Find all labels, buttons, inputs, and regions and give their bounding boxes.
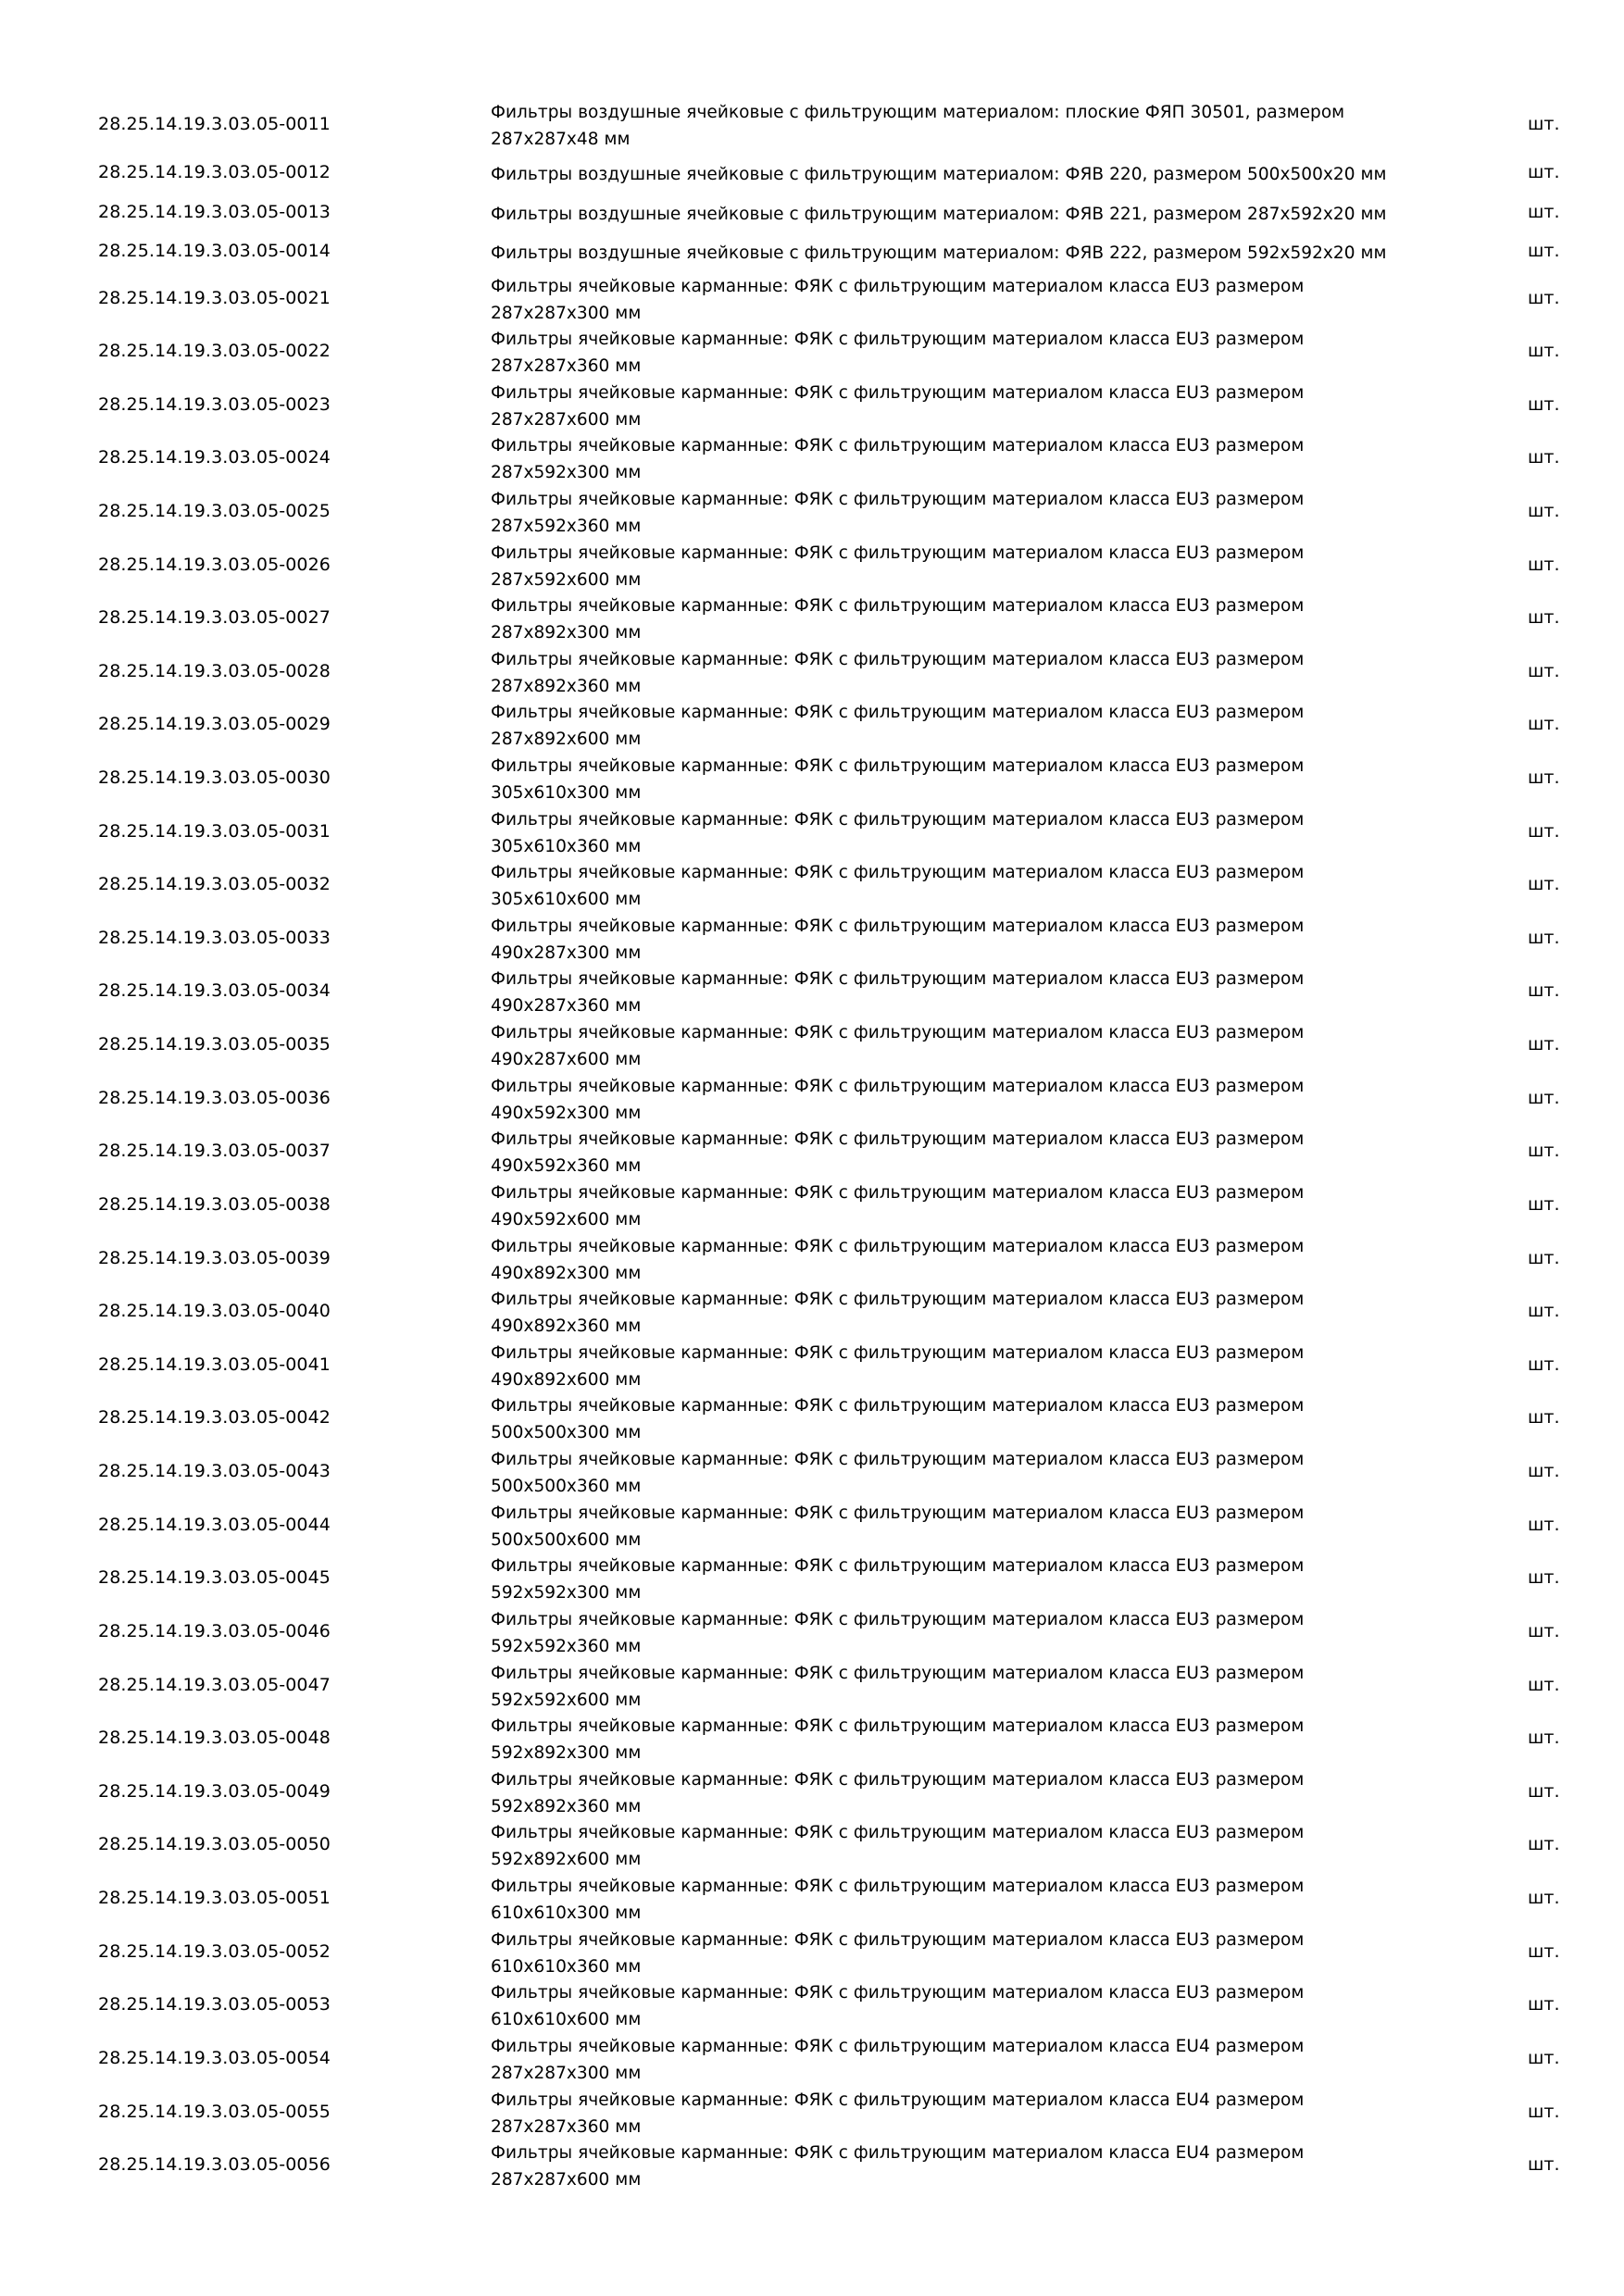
description-line: 490x592x360 мм bbox=[491, 1156, 642, 1176]
unit-of-measure: шт. bbox=[1528, 767, 1560, 788]
resource-code: 28.25.14.19.3.03.05-0014 bbox=[98, 241, 331, 261]
unit-of-measure: шт. bbox=[1528, 202, 1560, 222]
description-line: 592x592x360 мм bbox=[491, 1637, 642, 1656]
resource-code: 28.25.14.19.3.03.05-0045 bbox=[98, 1567, 331, 1588]
resource-code: 28.25.14.19.3.03.05-0048 bbox=[98, 1728, 331, 1748]
description-line: 287x287x300 мм bbox=[491, 2064, 642, 2083]
unit-of-measure: шт. bbox=[1528, 241, 1560, 261]
unit-of-measure: шт. bbox=[1528, 1567, 1560, 1588]
unit-of-measure: шт. bbox=[1528, 1728, 1560, 1748]
resource-description bbox=[491, 432, 1435, 486]
description-line: Фильтры ячейковые карманные: ФЯК с фильтрующим материалом класса EU3 размером bbox=[491, 1983, 1305, 2003]
description-line: 610x610x600 мм bbox=[491, 2010, 642, 2029]
resource-code: 28.25.14.19.3.03.05-0011 bbox=[98, 114, 331, 134]
description-line: 490x287x360 мм bbox=[491, 996, 642, 1016]
description-line: Фильтры ячейковые карманные: ФЯК с фильтрующим материалом класса EU3 размером bbox=[491, 277, 1305, 296]
resource-description bbox=[491, 1553, 1435, 1606]
unit-of-measure: шт. bbox=[1528, 714, 1560, 734]
description-line: Фильтры ячейковые карманные: ФЯК с фильтрующим материалом класса EU3 размером bbox=[491, 756, 1305, 776]
resource-description bbox=[491, 326, 1435, 380]
description-line: 305x610x300 мм bbox=[491, 783, 642, 803]
description-line: Фильтры ячейковые карманные: ФЯК с фильтрующим материалом класса EU3 размером bbox=[491, 863, 1305, 882]
unit-of-measure: шт. bbox=[1528, 394, 1560, 415]
description-line: 490x592x600 мм bbox=[491, 1210, 642, 1229]
unit-of-measure: шт. bbox=[1528, 1781, 1560, 1802]
resource-description bbox=[491, 699, 1435, 753]
description-line: Фильтры ячейковые карманные: ФЯК с фильтрующим материалом класса EU3 размером bbox=[491, 650, 1305, 669]
description-line: Фильтры воздушные ячейковые с фильтрующим материалом: ФЯВ 221, размером 287x592x20 мм bbox=[491, 204, 1387, 224]
resource-code: 28.25.14.19.3.03.05-0039 bbox=[98, 1248, 331, 1268]
description-line: Фильтры ячейковые карманные: ФЯК с фильтрующим материалом класса EU3 размером bbox=[491, 1664, 1305, 1683]
resource-code: 28.25.14.19.3.03.05-0051 bbox=[98, 1888, 331, 1908]
resource-code: 28.25.14.19.3.03.05-0032 bbox=[98, 874, 331, 894]
resource-description bbox=[491, 2140, 1435, 2193]
description-line: Фильтры ячейковые карманные: ФЯК с фильтрующим материалом класса EU3 размером bbox=[491, 596, 1305, 616]
resource-description bbox=[491, 646, 1435, 700]
description-line: Фильтры воздушные ячейковые с фильтрующим материалом: ФЯВ 222, размером 592x592x20 мм bbox=[491, 243, 1387, 263]
resource-code: 28.25.14.19.3.03.05-0047 bbox=[98, 1675, 331, 1695]
resource-description bbox=[491, 1340, 1435, 1393]
unit-of-measure: шт. bbox=[1528, 821, 1560, 842]
description-line: 490x892x360 мм bbox=[491, 1316, 642, 1336]
resource-description bbox=[491, 1979, 1435, 2033]
resource-code: 28.25.14.19.3.03.05-0021 bbox=[98, 288, 331, 308]
description-line: Фильтры ячейковые карманные: ФЯК с фильтрующим материалом класса EU3 размером bbox=[491, 703, 1305, 722]
description-line: Фильтры ячейковые карманные: ФЯК с фильтрующим материалом класса EU3 размером bbox=[491, 1237, 1305, 1256]
unit-of-measure: шт. bbox=[1528, 2048, 1560, 2068]
resource-description bbox=[491, 1606, 1435, 1660]
unit-of-measure: шт. bbox=[1528, 555, 1560, 575]
description-line: 287x287x300 мм bbox=[491, 304, 642, 323]
unit-of-measure: шт. bbox=[1528, 1194, 1560, 1215]
unit-of-measure: шт. bbox=[1528, 2154, 1560, 2175]
unit-of-measure: шт. bbox=[1528, 1675, 1560, 1695]
description-line: 287x892x600 мм bbox=[491, 730, 642, 749]
description-line: 490x592x300 мм bbox=[491, 1104, 642, 1123]
description-line: Фильтры ячейковые карманные: ФЯК с фильтрующим материалом класса EU3 размером bbox=[491, 490, 1305, 509]
description-line: 287x592x600 мм bbox=[491, 570, 642, 590]
resource-description bbox=[491, 806, 1435, 860]
unit-of-measure: шт. bbox=[1528, 1461, 1560, 1481]
resource-code: 28.25.14.19.3.03.05-0056 bbox=[98, 2154, 331, 2175]
resource-code: 28.25.14.19.3.03.05-0055 bbox=[98, 2102, 331, 2122]
resource-description bbox=[491, 1927, 1435, 1980]
resource-code: 28.25.14.19.3.03.05-0052 bbox=[98, 1941, 331, 1962]
unit-of-measure: шт. bbox=[1528, 874, 1560, 894]
unit-of-measure: шт. bbox=[1528, 1941, 1560, 1962]
unit-of-measure: шт. bbox=[1528, 1354, 1560, 1375]
resource-code: 28.25.14.19.3.03.05-0028 bbox=[98, 661, 331, 681]
unit-of-measure: шт. bbox=[1528, 447, 1560, 468]
resource-code: 28.25.14.19.3.03.05-0044 bbox=[98, 1515, 331, 1535]
description-line: Фильтры ячейковые карманные: ФЯК с фильтрующим материалом класса EU3 размером bbox=[491, 1129, 1305, 1149]
resource-code: 28.25.14.19.3.03.05-0013 bbox=[98, 202, 331, 222]
resource-code: 28.25.14.19.3.03.05-0012 bbox=[98, 162, 331, 182]
resource-description bbox=[491, 1286, 1435, 1340]
resource-code: 28.25.14.19.3.03.05-0053 bbox=[98, 1994, 331, 2015]
resource-description bbox=[491, 1766, 1435, 1820]
description-line: 500x500x600 мм bbox=[491, 1530, 642, 1550]
description-line: Фильтры ячейковые карманные: ФЯК с фильтрующим материалом класса EU3 размером bbox=[491, 1023, 1305, 1042]
unit-of-measure: шт. bbox=[1528, 1407, 1560, 1428]
unit-of-measure: шт. bbox=[1528, 1621, 1560, 1641]
description-line: Фильтры ячейковые карманные: ФЯК с фильтрующим материалом класса EU3 размером bbox=[491, 810, 1305, 830]
description-line: Фильтры ячейковые карманные: ФЯК с фильтрующим материалом класса EU3 размером bbox=[491, 1183, 1305, 1203]
resource-description bbox=[491, 1446, 1435, 1500]
description-line: Фильтры ячейковые карманные: ФЯК с фильтрующим материалом класса EU3 размером bbox=[491, 383, 1305, 403]
description-line: 500x500x300 мм bbox=[491, 1423, 642, 1442]
resource-code: 28.25.14.19.3.03.05-0026 bbox=[98, 555, 331, 575]
unit-of-measure: шт. bbox=[1528, 1888, 1560, 1908]
description-line: 592x892x360 мм bbox=[491, 1797, 642, 1816]
resource-description bbox=[491, 1179, 1435, 1233]
unit-of-measure: шт. bbox=[1528, 114, 1560, 134]
description-line: 592x892x600 мм bbox=[491, 1850, 642, 1869]
resource-code: 28.25.14.19.3.03.05-0022 bbox=[98, 341, 331, 361]
resource-description bbox=[491, 753, 1435, 806]
resource-description bbox=[491, 161, 1435, 188]
resource-description bbox=[491, 1873, 1435, 1927]
resource-description bbox=[491, 1500, 1435, 1554]
resource-description bbox=[491, 240, 1435, 267]
description-line: Фильтры ячейковые карманные: ФЯК с фильтрующим материалом класса EU3 размером bbox=[491, 1343, 1305, 1363]
resource-code: 28.25.14.19.3.03.05-0054 bbox=[98, 2048, 331, 2068]
resource-description bbox=[491, 99, 1435, 153]
description-line: Фильтры ячейковые карманные: ФЯК с фильтрующим материалом класса EU3 размером bbox=[491, 1823, 1305, 1842]
description-line: 287x287x600 мм bbox=[491, 2170, 642, 2190]
resource-code: 28.25.14.19.3.03.05-0040 bbox=[98, 1301, 331, 1321]
description-line: Фильтры ячейковые карманные: ФЯК с фильтрующим материалом класса EU3 размером bbox=[491, 1716, 1305, 1736]
resource-code: 28.25.14.19.3.03.05-0023 bbox=[98, 394, 331, 415]
resource-code: 28.25.14.19.3.03.05-0029 bbox=[98, 714, 331, 734]
description-line: Фильтры ячейковые карманные: ФЯК с фильтрующим материалом класса EU3 размером bbox=[491, 1556, 1305, 1576]
description-line: 610x610x300 мм bbox=[491, 1903, 642, 1923]
resource-description bbox=[491, 1660, 1435, 1714]
resource-code: 28.25.14.19.3.03.05-0049 bbox=[98, 1781, 331, 1802]
unit-of-measure: шт. bbox=[1528, 661, 1560, 681]
description-line: 287x892x300 мм bbox=[491, 623, 642, 643]
resource-description bbox=[491, 486, 1435, 540]
unit-of-measure: шт. bbox=[1528, 980, 1560, 1001]
description-line: Фильтры ячейковые карманные: ФЯК с фильтрующим материалом класса EU4 размером bbox=[491, 2090, 1305, 2110]
description-line: 592x892x300 мм bbox=[491, 1743, 642, 1763]
description-line: Фильтры ячейковые карманные: ФЯК с фильтрующим материалом класса EU3 размером bbox=[491, 969, 1305, 989]
description-line: Фильтры ячейковые карманные: ФЯК с фильтрующим материалом класса EU3 размером bbox=[491, 436, 1305, 455]
description-line: Фильтры ячейковые карманные: ФЯК с фильтрующим материалом класса EU4 размером bbox=[491, 2143, 1305, 2163]
description-line: 490x287x300 мм bbox=[491, 943, 642, 963]
description-line: Фильтры ячейковые карманные: ФЯК с фильтрующим материалом класса EU3 размером bbox=[491, 1770, 1305, 1790]
resource-code: 28.25.14.19.3.03.05-0035 bbox=[98, 1034, 331, 1054]
resource-description bbox=[491, 2033, 1435, 2087]
resource-description bbox=[491, 273, 1435, 327]
unit-of-measure: шт. bbox=[1528, 607, 1560, 628]
unit-of-measure: шт. bbox=[1528, 1301, 1560, 1321]
unit-of-measure: шт. bbox=[1528, 2102, 1560, 2122]
resource-description bbox=[491, 2087, 1435, 2140]
description-line: 305x610x360 мм bbox=[491, 837, 642, 856]
description-line: Фильтры ячейковые карманные: ФЯК с фильтрующим материалом класса EU3 размером bbox=[491, 330, 1305, 349]
description-line: Фильтры ячейковые карманные: ФЯК с фильтрующим материалом класса EU3 размером bbox=[491, 1930, 1305, 1950]
description-line: 287x592x360 мм bbox=[491, 517, 642, 536]
resource-description bbox=[491, 859, 1435, 913]
resource-code: 28.25.14.19.3.03.05-0046 bbox=[98, 1621, 331, 1641]
unit-of-measure: шт. bbox=[1528, 1141, 1560, 1161]
unit-of-measure: шт. bbox=[1528, 1515, 1560, 1535]
description-line: 287x592x300 мм bbox=[491, 463, 642, 482]
resource-description bbox=[491, 593, 1435, 646]
description-line: 500x500x360 мм bbox=[491, 1477, 642, 1496]
resource-description bbox=[491, 1233, 1435, 1287]
description-line: Фильтры ячейковые карманные: ФЯК с фильтрующим материалом класса EU3 размером bbox=[491, 1396, 1305, 1416]
resource-description bbox=[491, 1713, 1435, 1766]
resource-description bbox=[491, 1126, 1435, 1179]
description-line: 287x892x360 мм bbox=[491, 677, 642, 696]
resource-description bbox=[491, 1073, 1435, 1127]
description-line: Фильтры ячейковые карманные: ФЯК с фильтрующим материалом класса EU3 размером bbox=[491, 543, 1305, 563]
resource-code: 28.25.14.19.3.03.05-0031 bbox=[98, 821, 331, 842]
resource-description bbox=[491, 1392, 1435, 1446]
resource-code: 28.25.14.19.3.03.05-0025 bbox=[98, 501, 331, 521]
description-line: 287x287x600 мм bbox=[491, 410, 642, 430]
unit-of-measure: шт. bbox=[1528, 1994, 1560, 2015]
resource-code: 28.25.14.19.3.03.05-0050 bbox=[98, 1834, 331, 1854]
resource-code: 28.25.14.19.3.03.05-0042 bbox=[98, 1407, 331, 1428]
description-line: Фильтры ячейковые карманные: ФЯК с фильтрующим материалом класса EU3 размером bbox=[491, 1610, 1305, 1629]
resource-description bbox=[491, 966, 1435, 1019]
description-line: Фильтры ячейковые карманные: ФЯК с фильтрующим материалом класса EU3 размером bbox=[491, 1450, 1305, 1469]
resource-description bbox=[491, 1019, 1435, 1073]
description-line: 592x592x600 мм bbox=[491, 1691, 642, 1710]
description-line: 490x892x600 мм bbox=[491, 1370, 642, 1390]
unit-of-measure: шт. bbox=[1528, 1248, 1560, 1268]
description-line: Фильтры ячейковые карманные: ФЯК с фильтрующим материалом класса EU3 размером bbox=[491, 1290, 1305, 1309]
description-line: Фильтры ячейковые карманные: ФЯК с фильтрующим материалом класса EU3 размером bbox=[491, 1077, 1305, 1096]
unit-of-measure: шт. bbox=[1528, 1834, 1560, 1854]
resource-code: 28.25.14.19.3.03.05-0030 bbox=[98, 767, 331, 788]
resource-code: 28.25.14.19.3.03.05-0036 bbox=[98, 1088, 331, 1108]
description-line: 287x287x360 мм bbox=[491, 2117, 642, 2137]
unit-of-measure: шт. bbox=[1528, 1034, 1560, 1054]
resource-description bbox=[491, 380, 1435, 433]
resource-code: 28.25.14.19.3.03.05-0037 bbox=[98, 1141, 331, 1161]
resource-code: 28.25.14.19.3.03.05-0027 bbox=[98, 607, 331, 628]
unit-of-measure: шт. bbox=[1528, 928, 1560, 948]
description-line: 287x287x360 мм bbox=[491, 356, 642, 376]
resource-description bbox=[491, 1819, 1435, 1873]
resource-description bbox=[491, 540, 1435, 593]
description-line: 592x592x300 мм bbox=[491, 1583, 642, 1603]
resource-description bbox=[491, 201, 1435, 228]
description-line: Фильтры ячейковые карманные: ФЯК с фильтрующим материалом класса EU4 размером bbox=[491, 2037, 1305, 2056]
description-line: 610x610x360 мм bbox=[491, 1957, 642, 1977]
description-line: Фильтры ячейковые карманные: ФЯК с фильтрующим материалом класса EU3 размером bbox=[491, 1877, 1305, 1896]
description-line: 305x610x600 мм bbox=[491, 890, 642, 909]
unit-of-measure: шт. bbox=[1528, 1088, 1560, 1108]
description-line: 490x892x300 мм bbox=[491, 1264, 642, 1283]
resource-code: 28.25.14.19.3.03.05-0024 bbox=[98, 447, 331, 468]
resource-code: 28.25.14.19.3.03.05-0033 bbox=[98, 928, 331, 948]
unit-of-measure: шт. bbox=[1528, 341, 1560, 361]
resource-code: 28.25.14.19.3.03.05-0038 bbox=[98, 1194, 331, 1215]
resource-description bbox=[491, 913, 1435, 967]
unit-of-measure: шт. bbox=[1528, 501, 1560, 521]
unit-of-measure: шт. bbox=[1528, 162, 1560, 182]
description-line: 287x287x48 мм bbox=[491, 130, 631, 149]
description-line: Фильтры ячейковые карманные: ФЯК с фильтрующим материалом класса EU3 размером bbox=[491, 917, 1305, 936]
description-line: Фильтры воздушные ячейковые с фильтрующим материалом: ФЯВ 220, размером 500x500x20 мм bbox=[491, 164, 1387, 184]
resource-code: 28.25.14.19.3.03.05-0034 bbox=[98, 980, 331, 1001]
description-line: 490x287x600 мм bbox=[491, 1050, 642, 1069]
resource-code: 28.25.14.19.3.03.05-0043 bbox=[98, 1461, 331, 1481]
resource-code: 28.25.14.19.3.03.05-0041 bbox=[98, 1354, 331, 1375]
description-line: Фильтры воздушные ячейковые с фильтрующим материалом: плоские ФЯП 30501, размером bbox=[491, 103, 1345, 122]
description-line: Фильтры ячейковые карманные: ФЯК с фильтрующим материалом класса EU3 размером bbox=[491, 1504, 1305, 1523]
unit-of-measure: шт. bbox=[1528, 288, 1560, 308]
